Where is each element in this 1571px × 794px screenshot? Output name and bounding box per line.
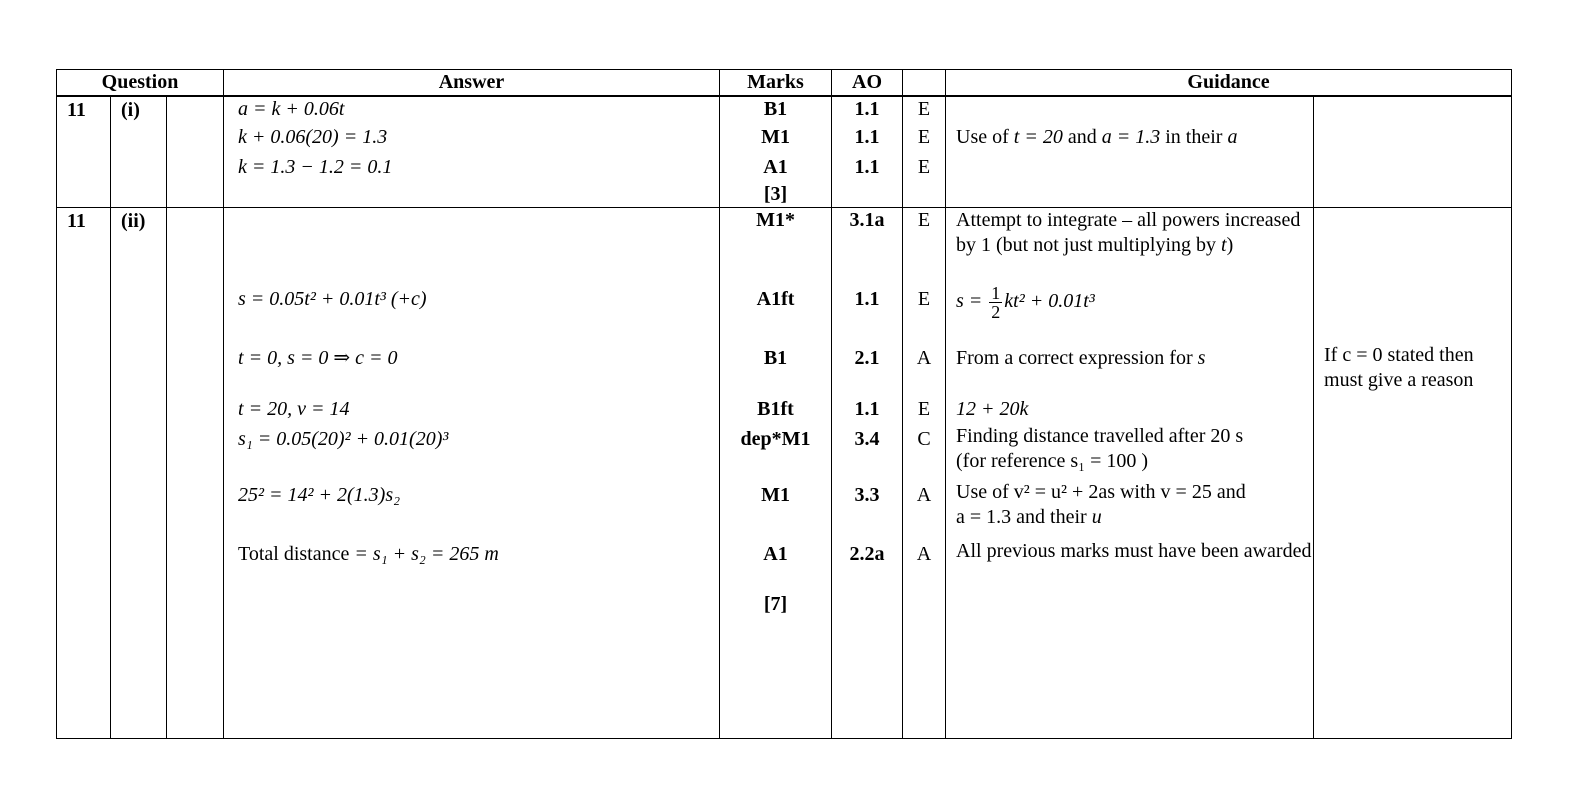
fraction: $\frac{1}{2}$ [991,283,1001,322]
question-part: (i) [111,96,167,208]
answer-line: a = k + 0.06t [238,98,345,120]
ao-value: 3.3 [854,484,880,506]
mark: A1 [763,156,788,178]
marks-cell [720,96,832,208]
question-number: 11 [57,96,111,208]
guidance-text: All previous marks must have been awarded [956,540,1312,562]
question-number: 11 [57,208,111,739]
guidance-text: 12 + 20k [956,398,1029,420]
mark: B1ft [757,398,794,420]
answer-line: k + 0.06(20) = 1.3 [238,126,388,148]
mark: dep*M1 [740,428,811,450]
answer-cell [224,96,720,208]
ao-value: 2.2a [849,543,885,565]
type-value: C [917,428,931,450]
type-value: E [917,398,931,420]
answer-line: 25² = 14² + 2(1.3)s₂ [238,484,401,506]
type-value: E [917,209,931,231]
mark-scheme-sheet [56,69,1511,736]
mark-total: [3] [763,183,788,205]
question-sub [167,208,224,739]
type-value: E [917,288,931,310]
header-ao: AO [832,70,903,97]
ao-value: 3.1a [849,209,885,231]
header-row [57,70,1512,97]
ao-value: 1.1 [854,288,880,310]
guidance-cell [946,208,1314,739]
guidance-extra-text: If c = 0 stated then must give a reason [1324,344,1474,391]
ao-value: 1.1 [854,98,880,120]
ao-cell [832,96,903,208]
mark: M1* [756,209,795,231]
answer-cell [224,208,720,739]
guidance-text: Use of v² = u² + 2as with v = 25 and a = 1.3 and their u [956,481,1246,528]
type-cell [903,208,946,739]
mark: M1 [761,126,790,148]
marks-cell [720,208,832,739]
answer-line: t = 20, v = 14 [238,398,350,420]
ao-value: 1.1 [854,398,880,420]
guidance-text: Use of t = 20 and a = 1.3 in their a [956,126,1238,148]
mark-scheme-table [56,69,1512,739]
guidance-cell [946,96,1314,208]
guidance-text: Finding distance travelled after 20 s (for reference s₁ = 100 ) [956,425,1244,472]
header-marks: Marks [720,70,832,97]
header-guidance: Guidance [946,70,1512,97]
guidance-formula: s = $\frac{1}{2}$ kt² + 0.01t³ [956,283,1095,322]
guidance-extra-cell [1314,96,1512,208]
question-sub [167,96,224,208]
mark: B1 [763,347,788,369]
guidance-text: Attempt to integrate – all powers increased by 1 (but not just multiplying by t) [956,209,1301,256]
header-answer: Answer [224,70,720,97]
row-part-ii [57,208,1512,739]
ao-value: 3.4 [854,428,880,450]
answer-line: t = 0, s = 0 ⇒ c = 0 [238,347,398,369]
type-value: A [916,347,932,369]
answer-line: s₁ = 0.05(20)² + 0.01(20)³ [238,428,449,450]
mark: M1 [761,484,790,506]
mark: A1ft [756,288,795,310]
type-value: E [917,156,931,178]
guidance-extra-cell [1314,208,1512,739]
type-value: A [916,484,932,506]
answer-line: k = 1.3 − 1.2 = 0.1 [238,156,393,178]
type-value: E [917,126,931,148]
ao-value: 2.1 [854,347,880,369]
row-part-i [57,96,1512,208]
answer-line: Total distance = s₁ + s₂ = 265 m [238,543,499,565]
mark: A1 [763,543,788,565]
type-value: E [917,98,931,120]
type-cell [903,96,946,208]
type-value: A [916,543,932,565]
answer-line: s = 0.05t² + 0.01t³ (+c) [238,288,427,310]
ao-value: 1.1 [854,156,880,178]
ao-cell [832,208,903,739]
guidance-text: From a correct expression for s [956,347,1206,369]
question-part: (ii) [111,208,167,739]
header-question: Question [57,70,224,97]
mark-total: [7] [763,593,788,615]
mark: B1 [763,98,788,120]
ao-value: 1.1 [854,126,880,148]
header-type [903,70,946,97]
